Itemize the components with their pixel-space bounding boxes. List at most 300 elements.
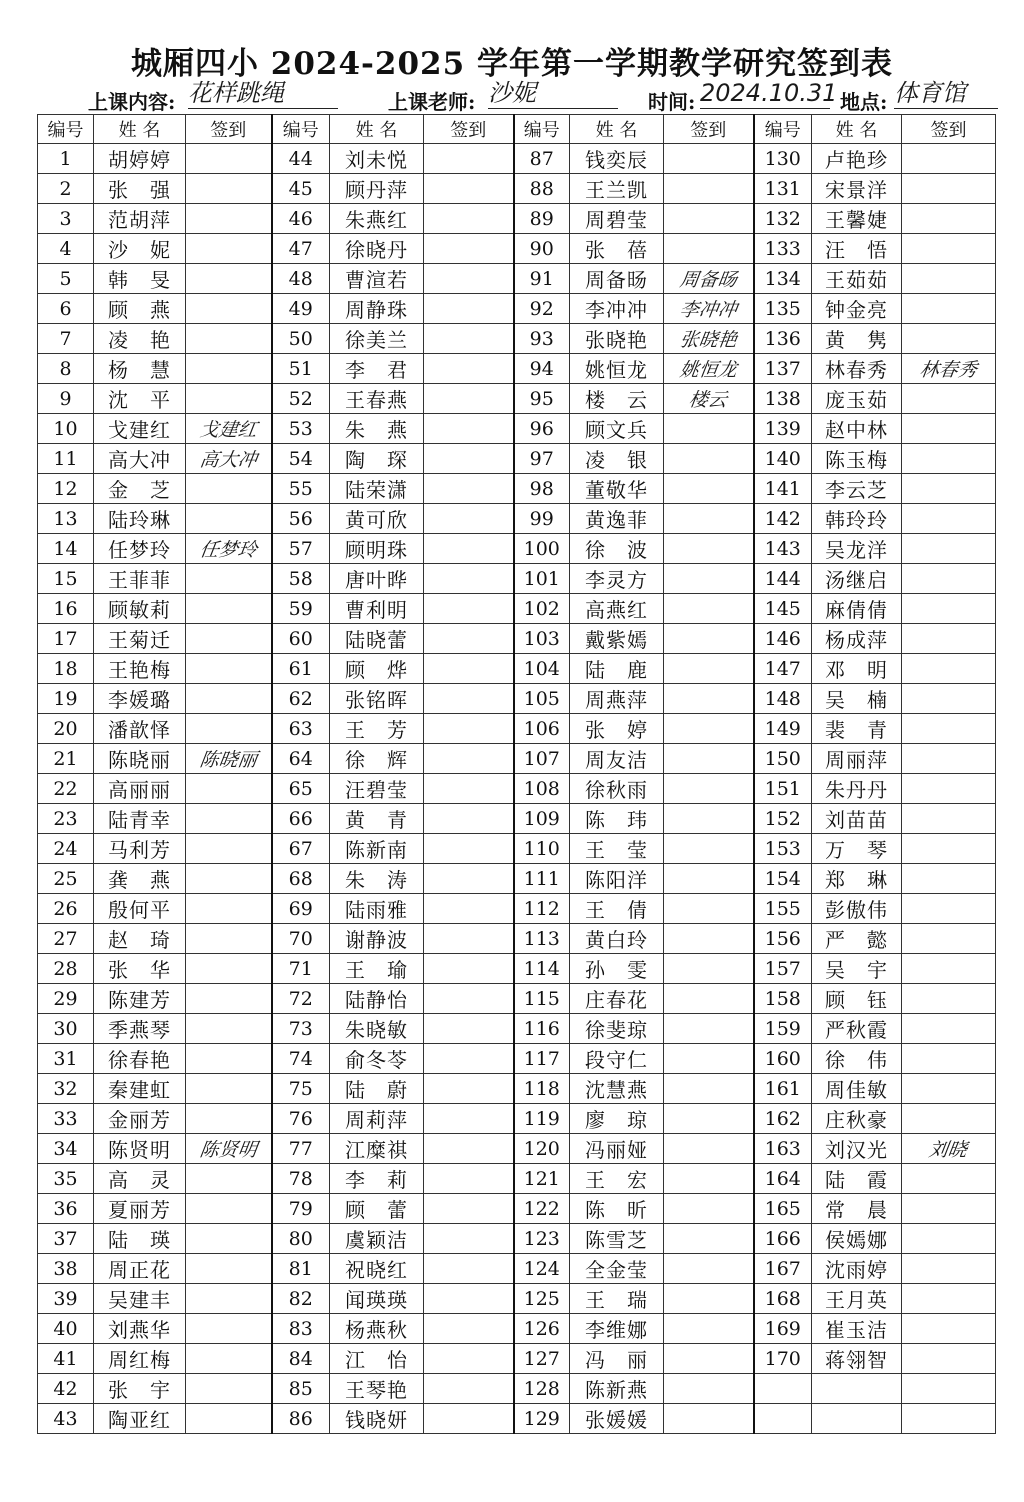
entry-signature-cell[interactable] xyxy=(664,984,754,1014)
entry-signature-cell[interactable] xyxy=(424,1404,514,1434)
entry-signature-cell[interactable] xyxy=(902,1074,996,1104)
entry-signature-cell[interactable] xyxy=(186,504,272,534)
entry-signature-cell[interactable] xyxy=(664,474,754,504)
entry-signature-cell[interactable] xyxy=(424,744,514,774)
entry-number: 99 xyxy=(514,504,570,534)
entry-signature-cell[interactable] xyxy=(424,684,514,714)
entry-signature-cell[interactable] xyxy=(902,204,996,234)
entry-signature-cell[interactable] xyxy=(902,624,996,654)
entry-name: 王菊迁 xyxy=(94,624,186,654)
entry-name: 徐斐琼 xyxy=(570,1014,664,1044)
entry-signature-cell[interactable] xyxy=(902,234,996,264)
entry-signature-cell[interactable] xyxy=(186,624,272,654)
entry-number: 61 xyxy=(272,654,330,684)
entry-signature-cell[interactable] xyxy=(664,954,754,984)
entry-signature-cell[interactable] xyxy=(664,1284,754,1314)
entry-number: 35 xyxy=(38,1164,94,1194)
entry-name: 沈慧燕 xyxy=(570,1074,664,1104)
entry-signature-cell[interactable] xyxy=(424,1254,514,1284)
entry-number: 112 xyxy=(514,894,570,924)
entry-signature-cell[interactable] xyxy=(902,1134,996,1164)
entry-signature-cell[interactable] xyxy=(902,1404,996,1434)
entry-signature-cell[interactable] xyxy=(186,864,272,894)
entry-number: 58 xyxy=(272,564,330,594)
entry-signature-cell[interactable] xyxy=(186,594,272,624)
entry-signature-cell[interactable] xyxy=(664,534,754,564)
entry-number: 95 xyxy=(514,384,570,414)
entry-name: 王菲菲 xyxy=(94,564,186,594)
handwritten-signature: 周备旸 xyxy=(677,269,739,291)
entry-signature-cell[interactable] xyxy=(902,444,996,474)
entry-signature-cell[interactable] xyxy=(664,1344,754,1374)
entry-number: 160 xyxy=(754,1044,812,1074)
entry-number: 27 xyxy=(38,924,94,954)
entry-signature-cell[interactable] xyxy=(424,1374,514,1404)
entry-signature-cell[interactable] xyxy=(902,804,996,834)
entry-number: 89 xyxy=(514,204,570,234)
entry-signature-cell[interactable] xyxy=(902,564,996,594)
entry-signature-cell[interactable] xyxy=(424,534,514,564)
entry-number: 25 xyxy=(38,864,94,894)
entry-name: 张媛媛 xyxy=(570,1404,664,1434)
entry-signature-cell[interactable] xyxy=(186,1404,272,1434)
entry-signature-cell[interactable] xyxy=(664,1074,754,1104)
table-row xyxy=(38,564,996,594)
entry-signature-cell[interactable] xyxy=(664,744,754,774)
entry-signature-cell[interactable] xyxy=(664,294,754,324)
entry-signature-cell[interactable] xyxy=(424,594,514,624)
entry-signature-cell[interactable] xyxy=(424,954,514,984)
entry-number: 67 xyxy=(272,834,330,864)
entry-signature-cell[interactable] xyxy=(424,1164,514,1194)
entry-signature-cell[interactable] xyxy=(902,294,996,324)
entry-signature-cell[interactable] xyxy=(424,444,514,474)
entry-signature-cell[interactable] xyxy=(424,204,514,234)
entry-number: 44 xyxy=(272,144,330,174)
entry-name: 李媛璐 xyxy=(94,684,186,714)
entry-signature-cell[interactable] xyxy=(902,354,996,384)
entry-number: 24 xyxy=(38,834,94,864)
entry-signature-cell[interactable] xyxy=(186,744,272,774)
entry-number: 116 xyxy=(514,1014,570,1044)
entry-name: 李冲冲 xyxy=(570,294,664,324)
entry-name: 王月英 xyxy=(812,1284,902,1314)
entry-signature-cell[interactable] xyxy=(424,234,514,264)
entry-signature-cell[interactable] xyxy=(186,1194,272,1224)
entry-signature-cell[interactable] xyxy=(186,894,272,924)
entry-number: 139 xyxy=(754,414,812,444)
entry-signature-cell[interactable] xyxy=(902,864,996,894)
entry-signature-cell[interactable] xyxy=(186,1134,272,1164)
entry-name: 冯 丽 xyxy=(570,1344,664,1374)
entry-signature-cell[interactable] xyxy=(664,654,754,684)
entry-signature-cell[interactable] xyxy=(664,1164,754,1194)
entry-number: 28 xyxy=(38,954,94,984)
entry-signature-cell[interactable] xyxy=(902,684,996,714)
entry-name: 周丽萍 xyxy=(812,744,902,774)
entry-name: 陈玉梅 xyxy=(812,444,902,474)
table-row xyxy=(38,984,996,1014)
entry-signature-cell[interactable] xyxy=(424,144,514,174)
entry-name: 严秋霞 xyxy=(812,1014,902,1044)
entry-signature-cell[interactable] xyxy=(902,264,996,294)
table-header-row xyxy=(38,115,996,144)
entry-number: 66 xyxy=(272,804,330,834)
entry-number: 165 xyxy=(754,1194,812,1224)
entry-signature-cell[interactable] xyxy=(186,714,272,744)
entry-signature-cell[interactable] xyxy=(186,774,272,804)
entry-name: 高大冲 xyxy=(94,444,186,474)
entry-number: 144 xyxy=(754,564,812,594)
entry-number xyxy=(754,1404,812,1434)
entry-signature-cell[interactable] xyxy=(424,504,514,534)
entry-number: 70 xyxy=(272,924,330,954)
entry-signature-cell[interactable] xyxy=(902,534,996,564)
entry-name: 汪 悟 xyxy=(812,234,902,264)
entry-signature-cell[interactable] xyxy=(902,504,996,534)
entry-number: 21 xyxy=(38,744,94,774)
entry-signature-cell[interactable] xyxy=(664,144,754,174)
entry-signature-cell[interactable] xyxy=(186,144,272,174)
entry-signature-cell[interactable] xyxy=(186,234,272,264)
entry-signature-cell[interactable] xyxy=(186,474,272,504)
entry-signature-cell[interactable] xyxy=(424,864,514,894)
entry-signature-cell[interactable] xyxy=(424,924,514,954)
entry-signature-cell[interactable] xyxy=(186,1074,272,1104)
entry-signature-cell[interactable] xyxy=(424,654,514,684)
entry-signature-cell[interactable] xyxy=(186,1254,272,1284)
entry-signature-cell[interactable] xyxy=(186,204,272,234)
entry-signature-cell[interactable] xyxy=(902,1164,996,1194)
entry-signature-cell[interactable] xyxy=(186,534,272,564)
entry-signature-cell[interactable] xyxy=(664,684,754,714)
entry-signature-cell[interactable] xyxy=(424,894,514,924)
entry-name: 李灵方 xyxy=(570,564,664,594)
entry-signature-cell[interactable] xyxy=(902,954,996,984)
entry-signature-cell[interactable] xyxy=(902,384,996,414)
entry-name: 卢艳珍 xyxy=(812,144,902,174)
entry-number: 34 xyxy=(38,1134,94,1164)
entry-signature-cell[interactable] xyxy=(664,1044,754,1074)
entry-name: 吴 楠 xyxy=(812,684,902,714)
entry-signature-cell[interactable] xyxy=(902,474,996,504)
entry-signature-cell[interactable] xyxy=(186,954,272,984)
entry-name: 陈雪芝 xyxy=(570,1224,664,1254)
table-row xyxy=(38,894,996,924)
entry-number: 119 xyxy=(514,1104,570,1134)
entry-signature-cell[interactable] xyxy=(664,1014,754,1044)
entry-signature-cell[interactable] xyxy=(902,714,996,744)
entry-signature-cell[interactable] xyxy=(664,174,754,204)
entry-name: 张 宇 xyxy=(94,1374,186,1404)
entry-name: 严 懿 xyxy=(812,924,902,954)
entry-number: 82 xyxy=(272,1284,330,1314)
entry-signature-cell[interactable] xyxy=(902,1014,996,1044)
entry-name: 陆 鹿 xyxy=(570,654,664,684)
entry-signature-cell[interactable] xyxy=(424,1044,514,1074)
page-title: 城厢四小 2024-2025 学年第一学期教学研究签到表 xyxy=(130,46,893,82)
entry-name: 曹渲若 xyxy=(330,264,424,294)
entry-signature-cell[interactable] xyxy=(424,1314,514,1344)
table-row xyxy=(38,1224,996,1254)
entry-name: 郑 琳 xyxy=(812,864,902,894)
entry-signature-cell[interactable] xyxy=(664,1254,754,1284)
entry-signature-cell[interactable] xyxy=(186,1224,272,1254)
entry-signature-cell[interactable] xyxy=(186,1164,272,1194)
table-row xyxy=(38,1164,996,1194)
entry-signature-cell[interactable] xyxy=(424,804,514,834)
entry-signature-cell[interactable] xyxy=(664,354,754,384)
entry-number: 41 xyxy=(38,1344,94,1374)
entry-number: 81 xyxy=(272,1254,330,1284)
entry-signature-cell[interactable] xyxy=(186,564,272,594)
entry-signature-cell[interactable] xyxy=(186,1104,272,1134)
entry-number: 87 xyxy=(514,144,570,174)
entry-signature-cell[interactable] xyxy=(664,324,754,354)
entry-number: 55 xyxy=(272,474,330,504)
entry-signature-cell[interactable] xyxy=(902,924,996,954)
entry-signature-cell[interactable] xyxy=(902,594,996,624)
entry-name: 周备旸 xyxy=(570,264,664,294)
entry-number: 158 xyxy=(754,984,812,1014)
entry-signature-cell[interactable] xyxy=(186,804,272,834)
entry-signature-cell[interactable] xyxy=(902,654,996,684)
table-row xyxy=(38,624,996,654)
entry-signature-cell[interactable] xyxy=(424,1284,514,1314)
entry-signature-cell[interactable] xyxy=(664,1224,754,1254)
entry-signature-cell[interactable] xyxy=(902,1374,996,1404)
place-label: 地点: xyxy=(840,90,888,114)
entry-number: 170 xyxy=(754,1344,812,1374)
entry-number: 83 xyxy=(272,1314,330,1344)
entry-signature-cell[interactable] xyxy=(186,174,272,204)
entry-number: 146 xyxy=(754,624,812,654)
entry-signature-cell[interactable] xyxy=(902,1044,996,1074)
entry-signature-cell[interactable] xyxy=(664,504,754,534)
entry-signature-cell[interactable] xyxy=(664,1374,754,1404)
entry-signature-cell[interactable] xyxy=(664,894,754,924)
entry-signature-cell[interactable] xyxy=(902,1194,996,1224)
entry-number: 150 xyxy=(754,744,812,774)
entry-signature-cell[interactable] xyxy=(664,924,754,954)
entry-name: 陶 琛 xyxy=(330,444,424,474)
entry-name: 张晓艳 xyxy=(570,324,664,354)
table-row xyxy=(38,1344,996,1374)
entry-signature-cell[interactable] xyxy=(902,984,996,1014)
entry-signature-cell[interactable] xyxy=(186,834,272,864)
entry-signature-cell[interactable] xyxy=(186,1044,272,1074)
entry-signature-cell[interactable] xyxy=(424,324,514,354)
entry-signature-cell[interactable] xyxy=(186,684,272,714)
entry-number: 92 xyxy=(514,294,570,324)
entry-name: 陆荣潇 xyxy=(330,474,424,504)
entry-signature-cell[interactable] xyxy=(664,204,754,234)
col-header-name: 姓 名 xyxy=(570,115,664,144)
entry-signature-cell[interactable] xyxy=(424,1074,514,1104)
entry-signature-cell[interactable] xyxy=(186,1314,272,1344)
entry-name: 陆晓蕾 xyxy=(330,624,424,654)
handwritten-signature: 任梦玲 xyxy=(197,539,259,561)
entry-signature-cell[interactable] xyxy=(902,1344,996,1374)
entry-signature-cell[interactable] xyxy=(664,1104,754,1134)
entry-number: 26 xyxy=(38,894,94,924)
entry-signature-cell[interactable] xyxy=(424,1344,514,1374)
entry-name: 徐春艳 xyxy=(94,1044,186,1074)
entry-signature-cell[interactable] xyxy=(424,1134,514,1164)
entry-name: 吴建丰 xyxy=(94,1284,186,1314)
entry-number: 52 xyxy=(272,384,330,414)
entry-number: 72 xyxy=(272,984,330,1014)
entry-signature-cell[interactable] xyxy=(186,1014,272,1044)
entry-signature-cell[interactable] xyxy=(902,1104,996,1134)
entry-signature-cell[interactable] xyxy=(664,1404,754,1434)
entry-name: 陈 昕 xyxy=(570,1194,664,1224)
entry-signature-cell[interactable] xyxy=(902,1314,996,1344)
entry-name: 陈贤明 xyxy=(94,1134,186,1164)
entry-signature-cell[interactable] xyxy=(424,714,514,744)
entry-signature-cell[interactable] xyxy=(186,1344,272,1374)
entry-signature-cell[interactable] xyxy=(902,1254,996,1284)
col-header-num: 编号 xyxy=(38,115,94,144)
entry-signature-cell[interactable] xyxy=(664,594,754,624)
entry-signature-cell[interactable] xyxy=(424,1224,514,1254)
table-row xyxy=(38,144,996,174)
entry-number: 148 xyxy=(754,684,812,714)
entry-signature-cell[interactable] xyxy=(664,564,754,594)
entry-name: 汤继启 xyxy=(812,564,902,594)
entry-signature-cell[interactable] xyxy=(186,924,272,954)
entry-number: 104 xyxy=(514,654,570,684)
entry-signature-cell[interactable] xyxy=(902,834,996,864)
entry-signature-cell[interactable] xyxy=(902,324,996,354)
entry-signature-cell[interactable] xyxy=(902,1224,996,1254)
entry-number: 145 xyxy=(754,594,812,624)
entry-signature-cell[interactable] xyxy=(186,654,272,684)
entry-signature-cell[interactable] xyxy=(424,984,514,1014)
entry-signature-cell[interactable] xyxy=(664,624,754,654)
entry-signature-cell[interactable] xyxy=(664,714,754,744)
entry-number xyxy=(754,1374,812,1404)
entry-number: 114 xyxy=(514,954,570,984)
entry-signature-cell[interactable] xyxy=(424,354,514,384)
entry-name: 凌 银 xyxy=(570,444,664,474)
table-row xyxy=(38,414,996,444)
sign-in-table xyxy=(37,114,996,1434)
entry-signature-cell[interactable] xyxy=(424,264,514,294)
entry-signature-cell[interactable] xyxy=(424,384,514,414)
entry-signature-cell[interactable] xyxy=(424,174,514,204)
entry-signature-cell[interactable] xyxy=(902,774,996,804)
entry-signature-cell[interactable] xyxy=(664,804,754,834)
entry-name: 龚 燕 xyxy=(94,864,186,894)
entry-number: 169 xyxy=(754,1314,812,1344)
entry-signature-cell[interactable] xyxy=(424,414,514,444)
entry-name: 黄 青 xyxy=(330,804,424,834)
entry-signature-cell[interactable] xyxy=(186,264,272,294)
entry-number: 163 xyxy=(754,1134,812,1164)
entry-name: 顾丹萍 xyxy=(330,174,424,204)
entry-number: 43 xyxy=(38,1404,94,1434)
entry-signature-cell[interactable] xyxy=(902,1284,996,1314)
entry-number: 57 xyxy=(272,534,330,564)
entry-signature-cell[interactable] xyxy=(664,774,754,804)
entry-signature-cell[interactable] xyxy=(664,264,754,294)
entry-signature-cell[interactable] xyxy=(664,1134,754,1164)
entry-signature-cell[interactable] xyxy=(664,1314,754,1344)
entry-name: 高 灵 xyxy=(94,1164,186,1194)
entry-signature-cell[interactable] xyxy=(664,414,754,444)
entry-signature-cell[interactable] xyxy=(902,894,996,924)
entry-name: 陆静怡 xyxy=(330,984,424,1014)
entry-signature-cell[interactable] xyxy=(424,564,514,594)
entry-signature-cell[interactable] xyxy=(424,294,514,324)
entry-signature-cell[interactable] xyxy=(902,414,996,444)
entry-name: 孙 雯 xyxy=(570,954,664,984)
entry-name: 陈阳洋 xyxy=(570,864,664,894)
entry-name: 崔玉洁 xyxy=(812,1314,902,1344)
handwritten-signature: 楼云 xyxy=(687,389,729,411)
entry-signature-cell[interactable] xyxy=(664,864,754,894)
entry-signature-cell[interactable] xyxy=(902,174,996,204)
entry-signature-cell[interactable] xyxy=(664,444,754,474)
entry-signature-cell[interactable] xyxy=(664,1194,754,1224)
table-row xyxy=(38,1404,996,1434)
entry-name: 陈新南 xyxy=(330,834,424,864)
entry-name: 高丽丽 xyxy=(94,774,186,804)
entry-number: 105 xyxy=(514,684,570,714)
entry-signature-cell[interactable] xyxy=(186,354,272,384)
entry-signature-cell[interactable] xyxy=(902,144,996,174)
entry-number: 142 xyxy=(754,504,812,534)
entry-number: 93 xyxy=(514,324,570,354)
entry-signature-cell[interactable] xyxy=(186,984,272,1014)
table-row xyxy=(38,804,996,834)
entry-number: 32 xyxy=(38,1074,94,1104)
entry-signature-cell[interactable] xyxy=(186,384,272,414)
entry-signature-cell[interactable] xyxy=(424,774,514,804)
entry-signature-cell[interactable] xyxy=(186,1374,272,1404)
entry-signature-cell[interactable] xyxy=(664,384,754,414)
entry-number: 85 xyxy=(272,1374,330,1404)
table-row xyxy=(38,774,996,804)
entry-signature-cell[interactable] xyxy=(424,1104,514,1134)
entry-signature-cell[interactable] xyxy=(424,474,514,504)
entry-name: 杨成萍 xyxy=(812,624,902,654)
entry-signature-cell[interactable] xyxy=(186,414,272,444)
entry-signature-cell[interactable] xyxy=(186,444,272,474)
entry-signature-cell[interactable] xyxy=(424,834,514,864)
entry-signature-cell[interactable] xyxy=(424,1194,514,1224)
entry-signature-cell[interactable] xyxy=(424,1014,514,1044)
entry-name: 朱燕红 xyxy=(330,204,424,234)
entry-number: 48 xyxy=(272,264,330,294)
entry-name: 顾文兵 xyxy=(570,414,664,444)
entry-signature-cell[interactable] xyxy=(902,744,996,774)
entry-signature-cell[interactable] xyxy=(186,324,272,354)
content-label: 上课内容: xyxy=(88,90,176,114)
entry-name: 王 瑞 xyxy=(570,1284,664,1314)
entry-number: 54 xyxy=(272,444,330,474)
entry-signature-cell[interactable] xyxy=(664,234,754,264)
entry-number: 68 xyxy=(272,864,330,894)
entry-number: 38 xyxy=(38,1254,94,1284)
entry-signature-cell[interactable] xyxy=(424,624,514,654)
entry-number: 97 xyxy=(514,444,570,474)
entry-name: 黄白玲 xyxy=(570,924,664,954)
entry-signature-cell[interactable] xyxy=(186,294,272,324)
entry-signature-cell[interactable] xyxy=(664,834,754,864)
entry-signature-cell[interactable] xyxy=(186,1284,272,1314)
